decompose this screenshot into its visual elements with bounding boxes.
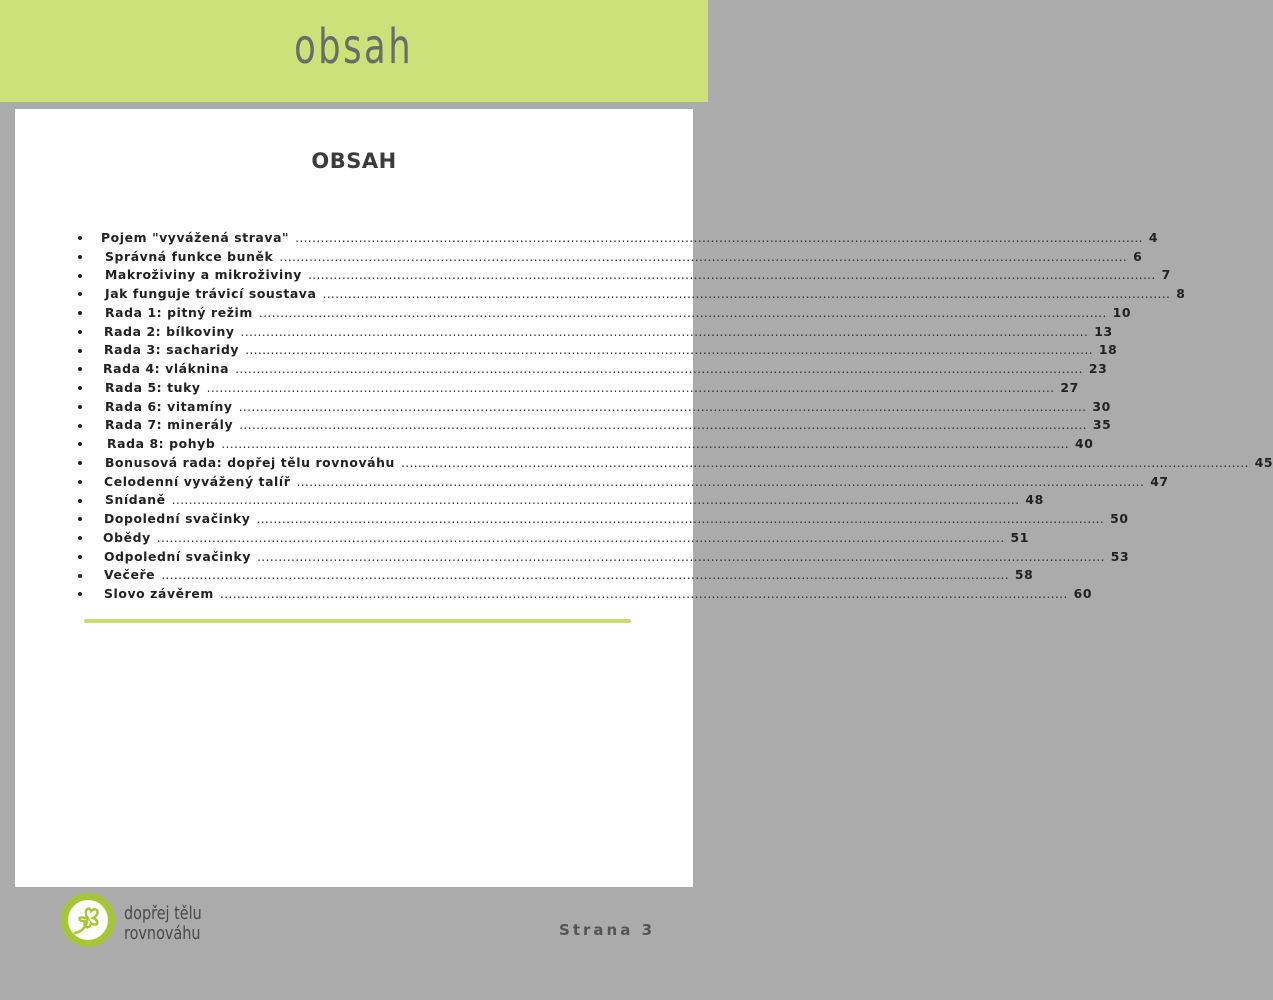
toc-entry-label: Rada 1: pitný režim — [105, 304, 253, 320]
toc-leader-dots: ........................................................................................................................................................................................................ — [279, 248, 1128, 264]
toc-entry — [75, 284, 1186, 303]
toc-leader-dots: ........................................................................................................................................................................................................ — [156, 529, 1005, 545]
toc-leader-dots: ........................................................................................................................................................................................................ — [257, 548, 1105, 564]
toc-entry-label: Rada 2: bílkoviny — [104, 323, 235, 339]
toc-entry — [75, 472, 1169, 491]
bullet-icon — [78, 555, 82, 559]
toc-entry — [75, 266, 1171, 285]
toc-entry-page: 58 — [1014, 567, 1034, 583]
toc-leader-dots: ........................................................................................................................................................................................................ — [221, 436, 1070, 452]
toc-entry — [75, 509, 1129, 528]
toc-entry-label: Rada 8: pohyb — [107, 436, 216, 452]
header-title: obsah — [294, 19, 414, 75]
toc-entry-label: Celodenní vyvážený talíř — [104, 473, 291, 489]
toc-entry — [75, 416, 1112, 435]
toc-leader-dots: ........................................................................................................................................................................................................ — [239, 417, 1087, 433]
bullet-icon — [78, 574, 82, 578]
toc-entry-page: 30 — [1092, 398, 1111, 414]
toc-entry-page: 10 — [1112, 304, 1132, 320]
table-of-contents — [75, 228, 1273, 603]
bullet-icon — [78, 405, 82, 409]
bullet-icon — [78, 236, 82, 240]
toc-entry-page: 6 — [1133, 248, 1143, 264]
toc-entry-label: Rada 3: sacharidy — [104, 342, 240, 358]
toc-leader-dots: ........................................................................................................................................................................................................ — [258, 304, 1107, 320]
toc-entry-page: 50 — [1110, 511, 1129, 527]
toc-entry-page: 48 — [1025, 492, 1044, 508]
toc-entry-page: 51 — [1010, 529, 1029, 545]
bullet-icon — [78, 367, 82, 371]
toc-entry-page: 13 — [1094, 323, 1113, 339]
page-number: Strana 3 — [559, 921, 655, 939]
toc-entry-page: 47 — [1150, 473, 1169, 489]
toc-entry — [75, 378, 1079, 397]
toc-entry-page: 4 — [1148, 229, 1159, 245]
toc-entry-label: Odpolední svačinky — [104, 548, 252, 564]
toc-entry-label: Pojem "vyvážená strava" — [101, 229, 290, 245]
toc-entry-label: Slovo závěrem — [104, 586, 214, 602]
toc-leader-dots: ........................................................................................................................................................................................................ — [238, 398, 1087, 414]
toc-entry-label: Dopolední svačinky — [104, 511, 251, 527]
toc-leader-dots: ........................................................................................................................................................................................................ — [322, 286, 1171, 302]
toc-entry-page: 8 — [1176, 286, 1186, 302]
bullet-icon — [78, 274, 82, 278]
toc-entry-page: 18 — [1098, 342, 1118, 358]
bullet-icon — [78, 536, 82, 540]
toc-entry — [75, 528, 1029, 547]
toc-entry-label: Bonusová rada: dopřej tělu rovnováhu — [105, 454, 395, 470]
toc-entry — [75, 228, 1159, 247]
toc-entry-label: Rada 7: minerály — [105, 417, 234, 433]
toc-leader-dots: ........................................................................................................................................................................................................ — [295, 229, 1143, 245]
toc-entry — [75, 303, 1132, 322]
bullet-icon — [78, 461, 82, 465]
bullet-icon — [78, 349, 82, 353]
toc-entry — [75, 584, 1093, 603]
toc-entry — [75, 322, 1113, 341]
toc-entry — [75, 247, 1143, 266]
toc-leader-dots: ........................................................................................................................................................................................................ — [307, 267, 1156, 283]
toc-entry-label: Snídaně — [105, 492, 166, 508]
toc-leader-dots: ........................................................................................................................................................................................................ — [400, 454, 1249, 470]
toc-leader-dots: ........................................................................................................................................................................................................ — [245, 342, 1093, 358]
toc-entry-page: 27 — [1060, 379, 1079, 395]
toc-leader-dots: ........................................................................................................................................................................................................ — [235, 361, 1083, 377]
toc-entry-label: Makroživiny a mikroživiny — [105, 267, 302, 283]
toc-entry-page: 60 — [1073, 586, 1093, 602]
toc-entry-page: 40 — [1075, 436, 1094, 452]
toc-leader-dots: ........................................................................................................................................................................................................ — [256, 511, 1105, 527]
bullet-icon — [78, 424, 82, 428]
page-title: OBSAH — [311, 149, 397, 173]
header-bar — [0, 0, 708, 102]
brand-line-1: dopřej tělu — [124, 903, 202, 924]
clover-leaf-icon — [60, 892, 116, 948]
toc-entry-label: Rada 4: vláknina — [103, 361, 230, 377]
toc-entry — [75, 491, 1044, 510]
toc-entry-label: Večeře — [104, 567, 156, 583]
toc-entry — [75, 434, 1094, 453]
bullet-icon — [78, 499, 82, 503]
toc-entry-label: Rada 6: vitamíny — [105, 398, 233, 414]
toc-leader-dots: ........................................................................................................................................................................................................ — [171, 492, 1020, 508]
toc-entry-page: 7 — [1161, 267, 1171, 283]
toc-entry-label: Správná funkce buněk — [105, 248, 274, 264]
divider — [84, 619, 631, 623]
bullet-icon — [78, 311, 82, 315]
bullet-icon — [78, 442, 82, 446]
toc-entry-page: 45 — [1254, 454, 1273, 470]
toc-entry-page: 35 — [1092, 417, 1112, 433]
toc-leader-dots: ........................................................................................................................................................................................................ — [296, 473, 1145, 489]
toc-leader-dots: ........................................................................................................................................................................................................ — [219, 586, 1068, 602]
toc-leader-dots: ........................................................................................................................................................................................................ — [161, 567, 1009, 583]
toc-entry — [75, 359, 1108, 378]
toc-entry — [75, 397, 1111, 416]
bullet-icon — [78, 255, 82, 259]
bullet-icon — [78, 386, 82, 390]
toc-entry-label: Obědy — [103, 529, 151, 545]
toc-entry-page: 53 — [1110, 548, 1130, 564]
bullet-icon — [78, 480, 82, 484]
toc-entry-label: Jak funguje trávicí soustava — [105, 286, 317, 302]
brand-name — [124, 904, 202, 944]
bullet-icon — [78, 330, 82, 334]
bullet-icon — [78, 292, 82, 296]
toc-entry — [75, 341, 1118, 360]
toc-entry — [75, 547, 1130, 566]
bullet-icon — [78, 517, 82, 521]
brand-line-2: rovnováhu — [124, 923, 201, 944]
content-page — [15, 109, 1273, 887]
toc-entry-label: Rada 5: tuky — [105, 379, 201, 395]
toc-entry-page: 23 — [1088, 361, 1108, 377]
toc-entry — [75, 453, 1273, 472]
bullet-icon — [78, 592, 82, 596]
toc-leader-dots: ........................................................................................................................................................................................................ — [240, 323, 1089, 339]
toc-leader-dots: ........................................................................................................................................................................................................ — [206, 379, 1055, 395]
toc-entry — [75, 566, 1034, 585]
